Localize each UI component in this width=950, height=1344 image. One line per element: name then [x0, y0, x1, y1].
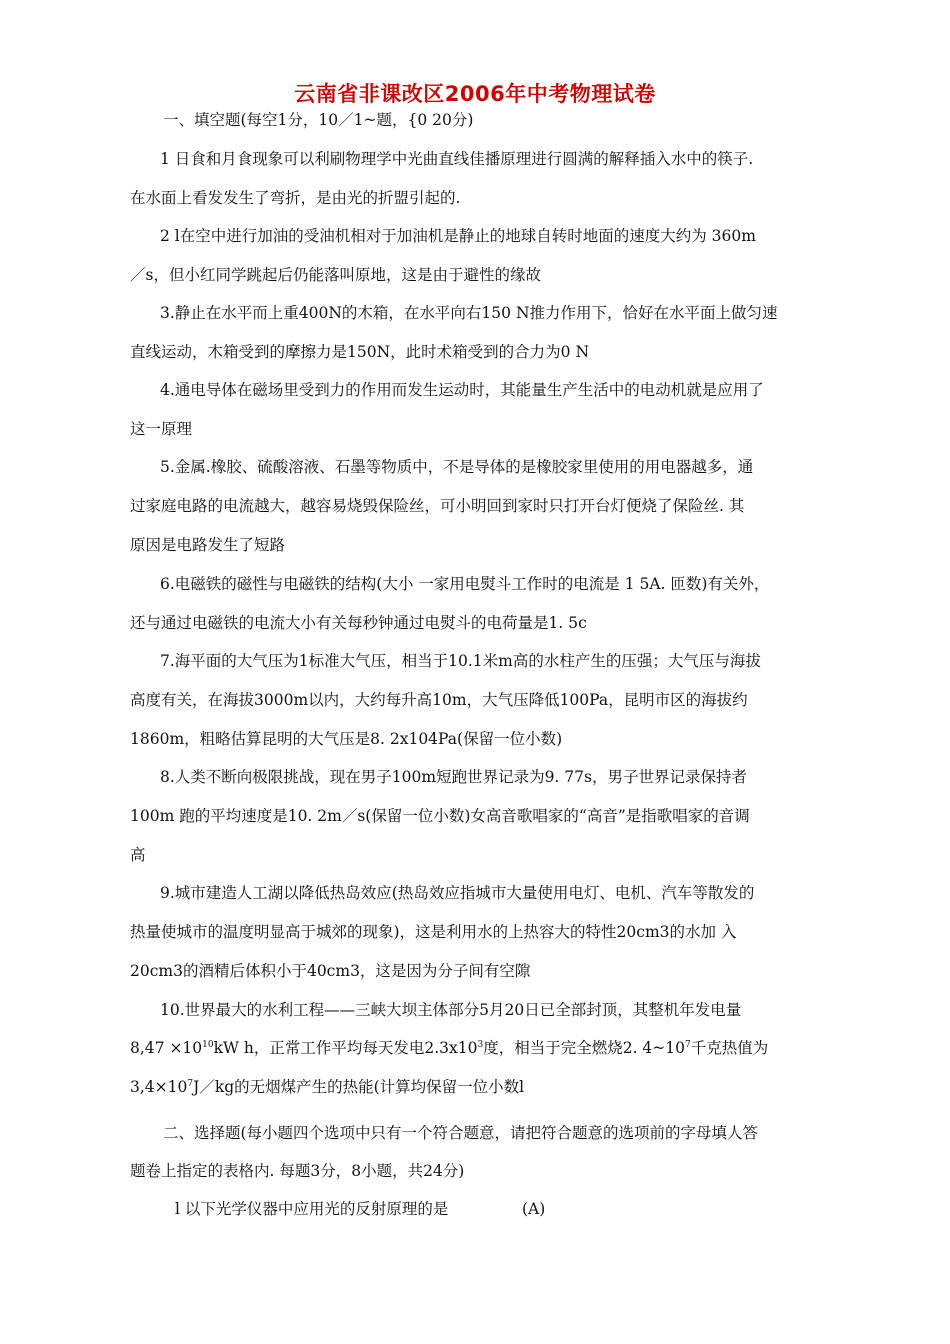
question-line: 2 l在空中进行加油的受油机相对于加油机是静止的地球自转时地面的速度大约为 360m — [160, 227, 756, 245]
question-line-with-exponents: $3,4\times 10^7J/kg$的无烟煤产生的热能(计算均保留一位小数l — [130, 1078, 525, 1096]
question-line: 20cm3的酒精后体积小于40cm3，这是因为分子间有空隙 — [130, 962, 531, 980]
question-line: 3.静止在水平而上重400N的木箱，在水平向右150 N推力作用下，恰好在水平面上做匀速 — [160, 304, 778, 322]
question-line: 100m 跑的平均速度是10. 2m／s(保留一位小数)女高音歌唱家的“高音”是指歌唱家的音调 — [130, 807, 750, 825]
page-title: 云南省非课改区2006年中考物理试卷 — [294, 82, 656, 106]
answer-label: (A) — [522, 1200, 546, 1218]
question-line: l 以下光学仪器中应用光的反射原理的是 — [175, 1200, 449, 1218]
question-line: 还与通过电磁铁的电流大小有关每秒钟通过电熨斗的电荷量是1. 5c — [130, 614, 587, 632]
question-line: 10.世界最大的水利工程——三峡大坝主体部分5月20日已全部封顶，其整机年发电量 — [160, 1001, 742, 1019]
question-line: 8.人类不断向极限挑战，现在男子100m短跑世界记录为9. 77s，男子世界记录保持者 — [160, 768, 747, 786]
question-line: 过家庭电路的电流越大，越容易烧毁保险丝，可小明回到家时只打开台灯便烧了保险丝. 其 — [130, 497, 745, 515]
section-heading-multiple-choice-cont: 题卷上指定的表格内. 每题3分，8小题，共24分) — [130, 1162, 465, 1180]
question-line: 热量使城市的温度明显高于城郊的现象)，这是利用水的上热容大的特性20cm3的水加 入 — [130, 923, 737, 941]
question-line: 1860m，粗略估算昆明的大气压是8. 2x104Pa(保留一位小数) — [130, 730, 563, 748]
section-heading-multiple-choice: 二、选择题(每小题四个选项中只有一个符合题意，请把符合题意的选项前的字母填人答 — [163, 1124, 759, 1142]
question-line: 高 — [130, 846, 146, 864]
question-line: 5.金属.橡胶、硫酸溶液、石墨等物质中，不是导体的是橡胶家里使用的用电器越多，通 — [160, 458, 754, 476]
question-line: 1 日食和月食现象可以利刷物理学中光曲直线佳播原理进行圆满的解释插入水中的筷子. — [160, 150, 754, 168]
question-line: 原因是电路发生了短路 — [130, 536, 286, 554]
question-line-with-exponents: $8,47 \times 10^{10}kW$ h，正常工作平均每天发电$2.3x10^3$度，相当于完全燃烧2. $4\sim 10^7$千克热值为 — [130, 1039, 769, 1057]
question-line: 直线运动，木箱受到的摩擦力是150N，此时术箱受到的合力为0 N — [130, 343, 590, 361]
question-line: 在水面上看发发生了弯折，是由光的折盟引起的. — [130, 189, 461, 207]
section-heading-fill-in: 一、填空题(每空1分，10／1~题，{0 20分) — [163, 111, 474, 129]
question-line: 6.电磁铁的磁性与电磁铁的结构(大小 一家用电熨斗工作时的电流是 1 5A. 匝数)有关外， — [160, 575, 770, 593]
question-line: ／s，但小红同学跳起后仍能落叫原地，这是由于避性的缘故 — [130, 266, 541, 284]
question-line: 4.通电导体在磁场里受到力的作用而发生运动时，其能量生产生活中的电动机就是应用了 — [160, 381, 764, 399]
question-line: 高度有关，在海拔3000m以内，大约每升高10m，大气压降低100Pa，昆明市区的海拔约 — [130, 691, 748, 709]
question-line: 7.海平面的大气压为1标准大气压，相当于10.1米m高的水柱产生的压强；大气压与海拔 — [160, 652, 761, 670]
question-line: 这一原理 — [130, 420, 193, 438]
question-line: 9.城市建造人工湖以降低热岛效应(热岛效应指城市大量使用电灯、电机、汽车等散发的 — [160, 884, 755, 902]
